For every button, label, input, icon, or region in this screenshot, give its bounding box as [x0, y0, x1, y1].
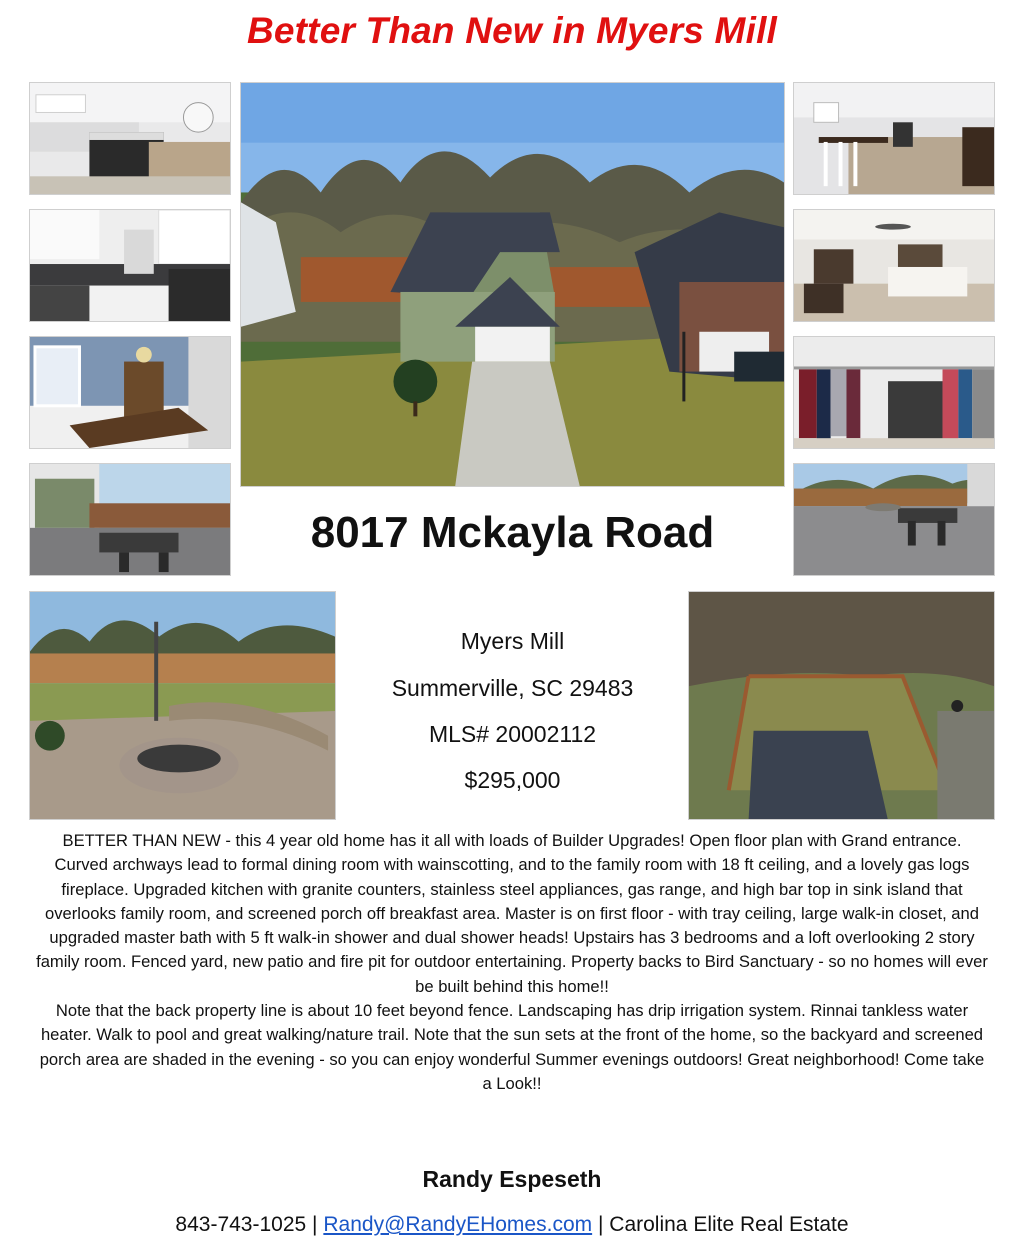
property-address: 8017 Mckayla Road — [310, 508, 715, 557]
photo-main-aerial-front — [240, 82, 785, 487]
agent-contact-line — [0, 1213, 1024, 1237]
photo-aerial-backyard — [688, 591, 995, 820]
agent-brokerage: Carolina Elite Real Estate — [609, 1213, 849, 1236]
photo-walk-in-closet — [793, 336, 995, 449]
flyer-headline: Better Than New in Myers Mill — [246, 10, 778, 51]
agent-phone: 843-743-1025 — [175, 1213, 307, 1236]
property-description — [34, 829, 990, 1096]
photo-fire-pit — [29, 591, 336, 820]
photo-kitchen-family-room — [29, 82, 231, 195]
photo-dining-room — [29, 336, 231, 449]
agent-name: Randy Espeseth — [422, 1166, 602, 1192]
city-state-zip: Summerville, SC 29483 — [391, 675, 634, 701]
separator-2: | — [597, 1213, 604, 1236]
photo-screened-porch — [29, 463, 231, 576]
photo-loft — [793, 82, 995, 195]
mls-number: MLS# 20002112 — [428, 721, 597, 747]
description-paragraph-2: Note that the back property line is about 10 feet beyond fence. Landscaping has drip irrigation system. Rinnai tankless water heater. Walk to pool and great walking/nature trail. Note that the sun sets at the front of the home, so the backyard and screened porch area are shaded in the evening - so you can enjoy wonderful Summer evenings outdoors! Great neighborhood! Come take a Look!! — [39, 1001, 985, 1093]
listing-price: $295,000 — [464, 767, 561, 793]
subdivision-name: Myers Mill — [460, 628, 565, 654]
agent-email-link[interactable]: Randy@RandyEHomes.com — [323, 1213, 593, 1236]
photo-patio-dining — [793, 463, 995, 576]
separator-1: | — [312, 1213, 318, 1236]
description-paragraph-1: BETTER THAN NEW - this 4 year old home has it all with loads of Builder Upgrades! Open floor plan with Grand entrance. Curved archways lead to formal dining room with wainscotting, and to the family room with 18 ft ceiling, and a lovely gas logs fireplace. Upgraded kitchen with granite counters, stainless steel appliances, gas range, and high bar top in sink island that overlooks family room, and screened porch off breakfast area. Master is on first floor - with tray ceiling, large walk-in closet, and upgraded master bath with 5 ft walk-in shower and dual shower heads! Upstairs has 3 bedrooms and a loft overlooking 2 story family room. Fenced yard, new patio and fire pit for outdoor entertaining. Property backs to Bird Sanctuary - so no homes will ever be built behind this home!! — [36, 831, 988, 996]
photo-kitchen-granite — [29, 209, 231, 322]
photo-master-bedroom — [793, 209, 995, 322]
